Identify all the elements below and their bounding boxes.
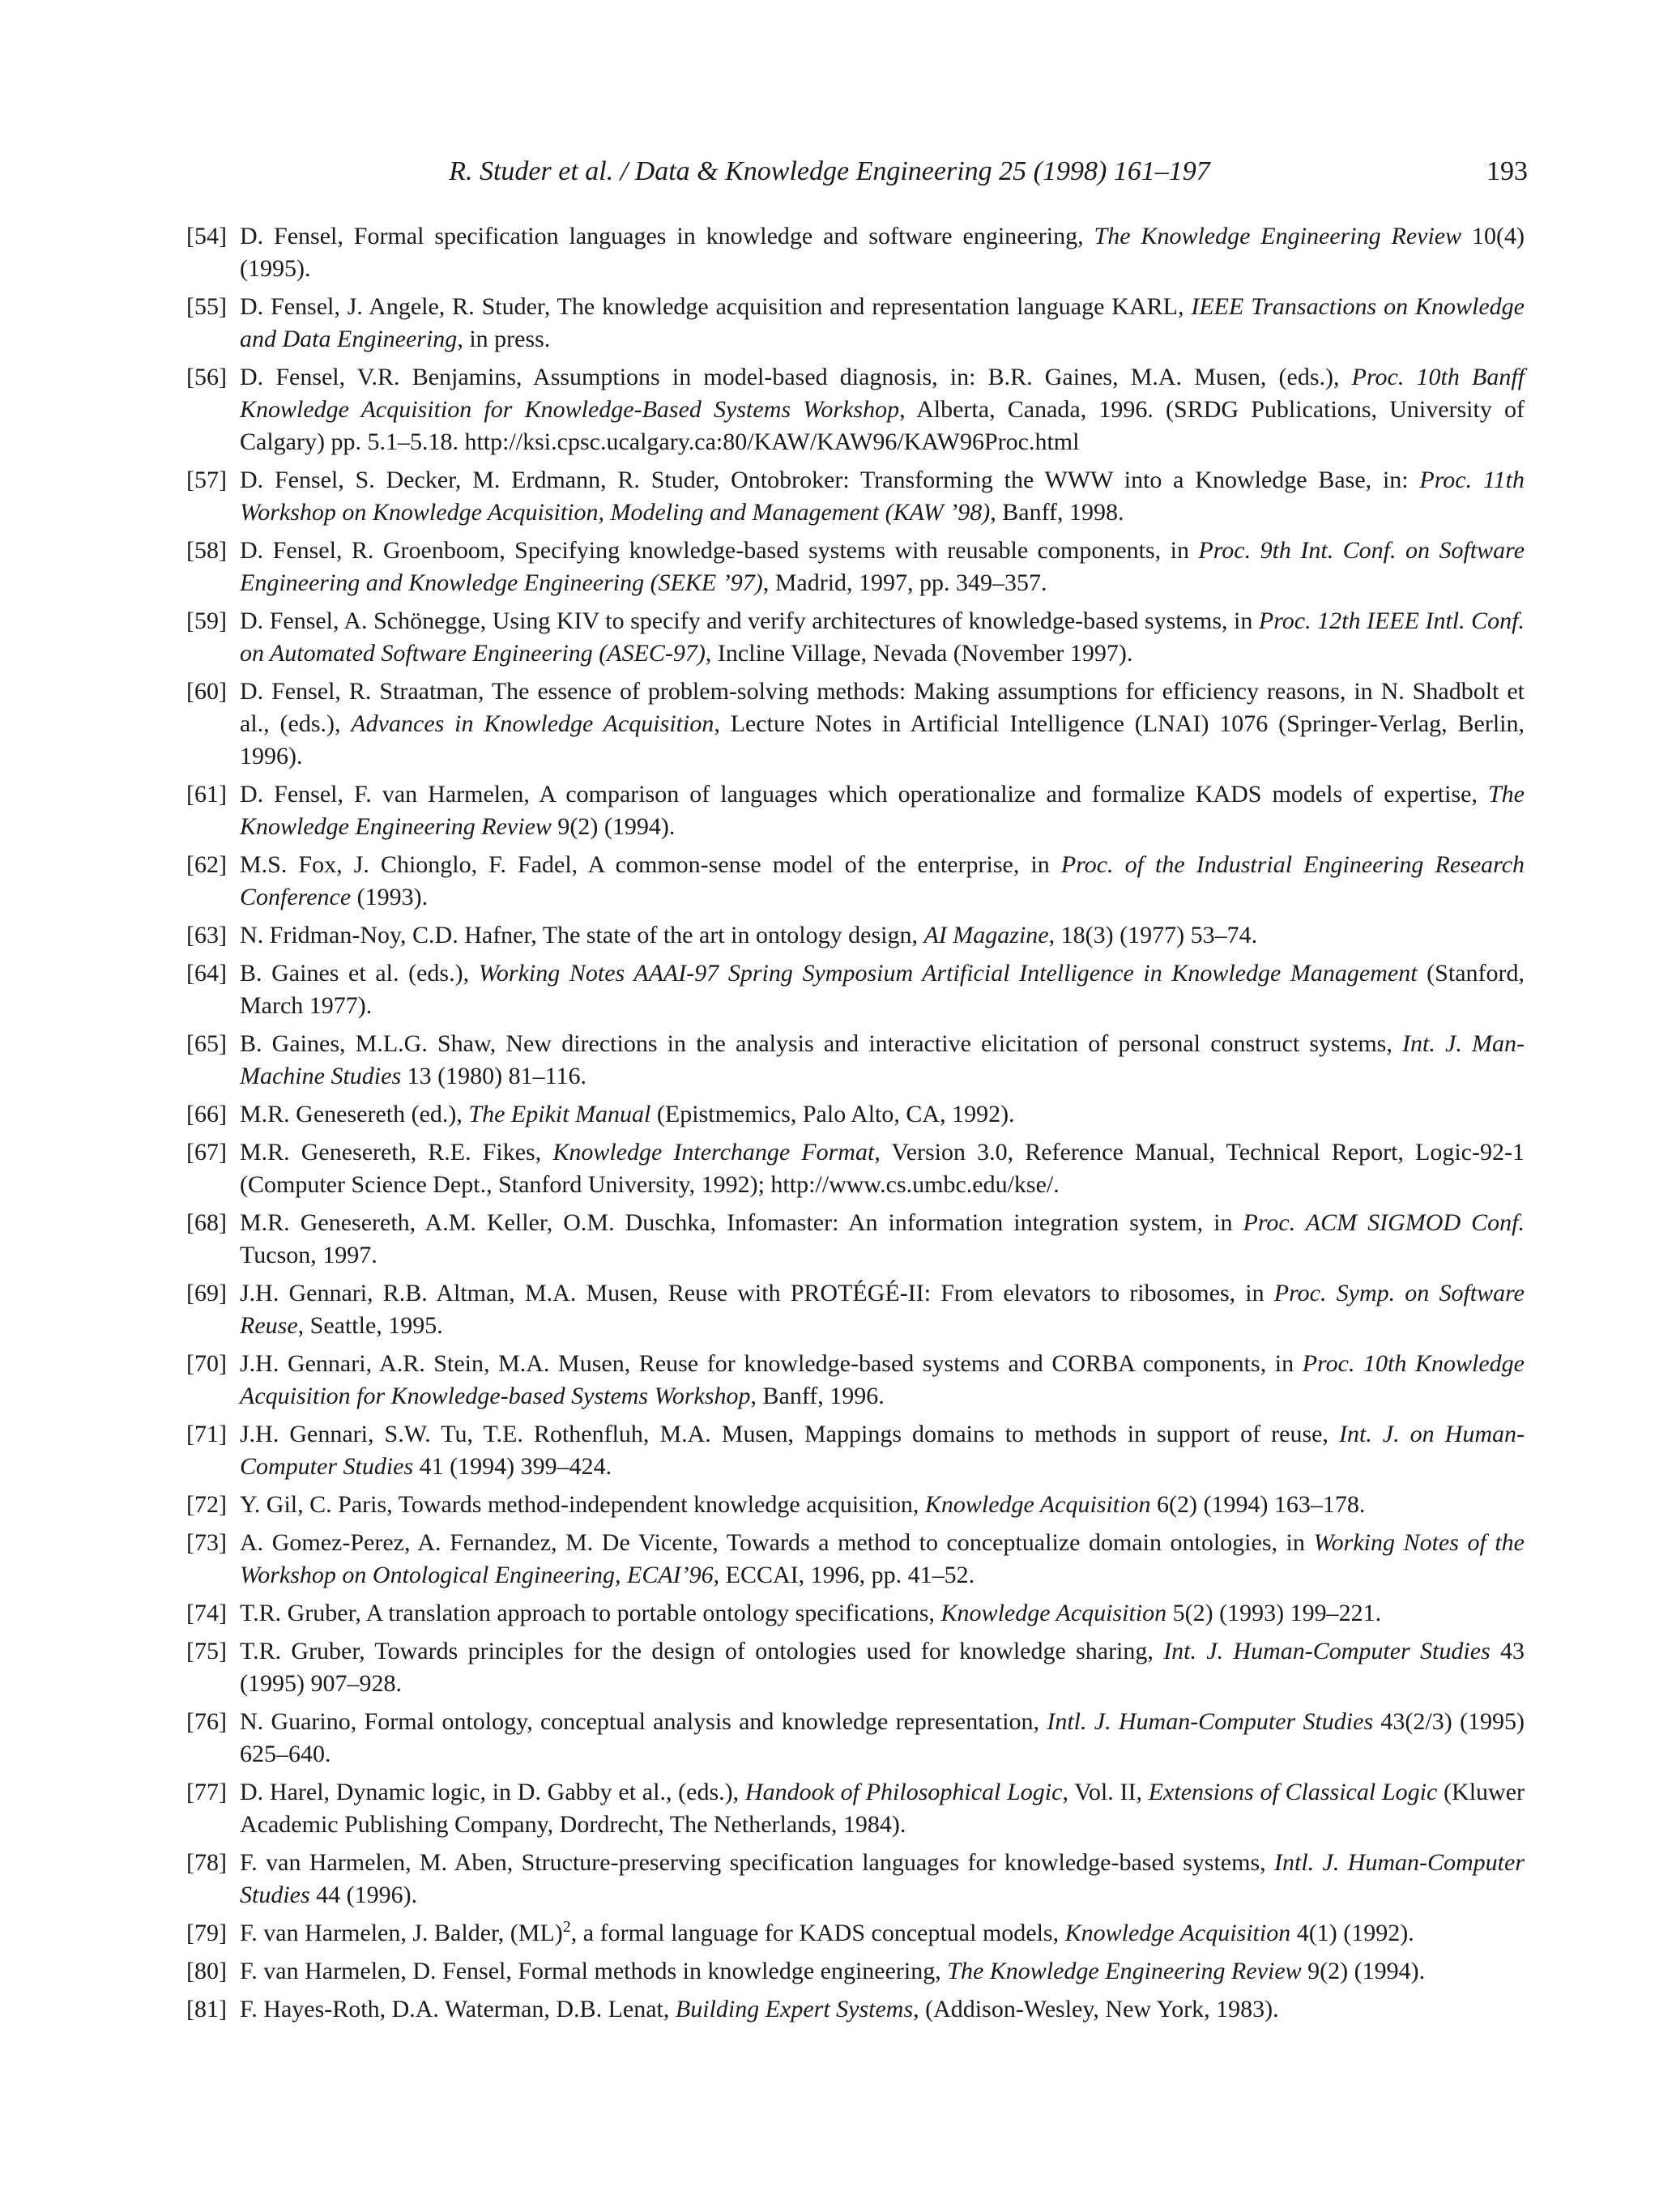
reference-italic-segment: IEEE Transactions on Knowledge and Data Engineering [240,293,1525,352]
reference-segment: , Alberta, Canada, 1996. (SRDG Publications, University of Calgary) pp. 5.1–5.18. http://ksi.cpsc.ucalgary.ca:80/KAW/KAW96/KAW96Proc.html [240,396,1525,455]
reference-text [240,1993,1525,2026]
reference-text [240,464,1525,529]
reference-text [240,849,1525,914]
reference-segment: D. Fensel, F. van Harmelen, A comparison of languages which operationalize and formalize KADS models of expertise, [240,781,1488,808]
reference-number: [60] [186,678,227,705]
reference-italic-segment: Proc. 10th Banff Knowledge Acquisition for Knowledge-Based Systems Workshop [240,364,1525,423]
reference-segment: N. Guarino, Formal ontology, conceptual analysis and knowledge representation, [240,1708,1047,1735]
reference-italic-segment: Proc. 11th Workshop on Knowledge Acquisition, Modeling and Management (KAW ’98) [240,467,1525,526]
reference-segment: D. Fensel, R. Groenboom, Specifying knowledge-based systems with reusable components, in [240,537,1199,564]
reference-segment: , Vol. II, [1062,1779,1149,1805]
reference-text [240,1207,1525,1272]
reference-italic-segment: Proc. ACM SIGMOD Conf. [1243,1209,1525,1236]
reference-item [186,1028,1525,1093]
reference-segment: D. Fensel, S. Decker, M. Erdmann, R. Studer, Ontobroker: Transforming the WWW into a Knowledge Base, in: [240,467,1420,493]
reference-text [240,1098,1525,1131]
reference-text [240,605,1525,670]
reference-number: [61] [186,781,227,808]
reference-item [186,1527,1525,1592]
reference-segment: T.R. Gruber, A translation approach to portable ontology specifications, [240,1600,941,1626]
reference-text [240,1635,1525,1700]
reference-segment: 9(2) (1994). [551,813,676,840]
reference-number: [78] [186,1849,227,1876]
reference-item [186,220,1525,285]
reference-segment: M.R. Genesereth, A.M. Keller, O.M. Duschka, Infomaster: An information integration system, in [240,1209,1243,1236]
reference-italic-segment: Proc. of the Industrial Engineering Research Conference [240,851,1525,910]
reference-italic-segment: The Knowledge Engineering Review [947,1958,1302,1984]
reference-italic-segment: Knowledge Interchange Format [552,1139,875,1166]
reference-segment: F. van Harmelen, D. Fensel, Formal methods in knowledge engineering, [240,1958,948,1984]
reference-text [240,1348,1525,1413]
reference-number: [63] [186,922,227,948]
reference-italic-segment: The Knowledge Engineering Review [1094,223,1462,249]
reference-number: [80] [186,1958,227,1984]
reference-segment: , Incline Village, Nevada (November 1997). [705,640,1133,667]
reference-segment: , Banff, 1996. [750,1383,885,1409]
reference-item [186,1207,1525,1272]
reference-number: [76] [186,1708,227,1735]
reference-segment: (Epistmemics, Palo Alto, CA, 1992). [650,1101,1015,1127]
reference-item [186,361,1525,458]
reference-item [186,1597,1525,1630]
reference-item [186,676,1525,773]
reference-italic-segment: The Knowledge Engineering Review [240,781,1525,840]
reference-text [240,1136,1525,1201]
reference-number: [74] [186,1600,227,1626]
reference-segment: 41 (1994) 399–424. [413,1453,612,1480]
reference-segment: D. Fensel, J. Angele, R. Studer, The knowledge acquisition and representation language KARL, [240,293,1192,320]
reference-segment: (Stanford, March 1977). [240,960,1525,1019]
reference-segment: D. Fensel, R. Straatman, The essence of problem-solving methods: Making assumptions for efficiency reasons, in N. Shadbolt et al., (eds.), [240,678,1525,737]
reference-item [186,464,1525,529]
reference-text [240,1706,1525,1771]
reference-segment: J.H. Gennari, S.W. Tu, T.E. Rothenfluh, M.A. Musen, Mappings domains to methods in support of reuse, [240,1421,1339,1447]
reference-text [240,361,1525,458]
reference-item [186,1635,1525,1700]
reference-item [186,1706,1525,1771]
reference-segment: , Madrid, 1997, pp. 349–357. [762,569,1047,596]
reference-segment: 9(2) (1994). [1301,1958,1426,1984]
reference-italic-segment: Proc. Symp. on Software Reuse [240,1280,1525,1339]
reference-segment: 5(2) (1993) 199–221. [1166,1600,1382,1626]
reference-number: [79] [186,1920,227,1946]
reference-item [186,1489,1525,1521]
reference-italic-segment: Int. J. on Human-Computer Studies [240,1421,1525,1480]
reference-italic-segment: Intl. J. Human-Computer Studies [240,1849,1525,1908]
reference-italic-segment: Knowledge Acquisition [924,1491,1151,1518]
reference-segment: , (Addison-Wesley, New York, 1983). [913,1996,1279,2022]
reference-text [240,1776,1525,1841]
reference-item [186,778,1525,843]
reference-list [186,220,1525,2031]
reference-item [186,291,1525,356]
reference-segment: (1993). [351,884,429,910]
reference-segment: F. Hayes-Roth, D.A. Waterman, D.B. Lenat, [240,1996,676,2022]
reference-item [186,535,1525,599]
reference-segment: T.R. Gruber, Towards principles for the design of ontologies used for knowledge sharing, [240,1638,1164,1664]
reference-number: [70] [186,1350,227,1377]
reference-segment: 10(4) (1995). [240,223,1525,282]
reference-italic-segment: Working Notes of the Workshop on Ontological Engineering, ECAI’96 [240,1529,1525,1588]
reference-item [186,1136,1525,1201]
reference-italic-segment: Knowledge Acquisition [940,1600,1167,1626]
reference-number: [77] [186,1779,227,1805]
reference-item [186,1955,1525,1988]
reference-number: [71] [186,1421,227,1447]
reference-number: [58] [186,537,227,564]
reference-item [186,1776,1525,1841]
reference-segment: M.R. Genesereth (ed.), [240,1101,469,1127]
reference-number: [65] [186,1030,227,1057]
reference-item [186,1847,1525,1912]
reference-segment: B. Gaines, M.L.G. Shaw, New directions in the analysis and interactive elicitation of personal construct systems, [240,1030,1403,1057]
reference-number: [66] [186,1101,227,1127]
reference-segment: J.H. Gennari, R.B. Altman, M.A. Musen, Reuse with PROTÉGÉ-II: From elevators to ribosomes, in [240,1280,1274,1306]
reference-italic-segment: Int. J. Human-Computer Studies [1163,1638,1491,1664]
reference-text [240,676,1525,773]
reference-italic-segment: The Epikit Manual [468,1101,651,1127]
page-header [0,151,1659,193]
reference-number: [62] [186,851,227,878]
reference-italic-segment: Building Expert Systems [675,1996,914,2022]
reference-item [186,849,1525,914]
reference-italic-segment: Proc. 12th IEEE Intl. Conf. on Automated Software Engineering (ASEC-97) [240,607,1525,667]
reference-segment: , Version 3.0, Reference Manual, Technical Report, Logic-92-1 (Computer Science Dept., Stanford University, 1992); http://www.cs.umbc.edu/kse/. [240,1139,1525,1198]
reference-segment: N. Fridman-Noy, C.D. Hafner, The state of the art in ontology design, [240,922,924,948]
running-title: R. Studer et al. / Data & Knowledge Engineering 25 (1998) 161–197 [449,156,1210,186]
reference-number: [67] [186,1139,227,1166]
reference-segment: 13 (1980) 81–116. [401,1063,586,1089]
reference-number: [68] [186,1209,227,1236]
reference-segment: D. Fensel, A. Schönegge, Using KIV to specify and verify architectures of knowledge-based systems, in [240,607,1259,634]
reference-segment: Y. Gil, C. Paris, Towards method-independent knowledge acquisition, [240,1491,925,1518]
reference-segment: D. Harel, Dynamic logic, in D. Gabby et al., (eds.), [240,1779,745,1805]
reference-segment: , a formal language for KADS conceptual models, [570,1920,1065,1946]
reference-text [240,220,1525,285]
reference-item [186,1418,1525,1483]
reference-segment: 44 (1996). [309,1882,418,1908]
reference-number: [54] [186,223,227,249]
reference-segment: M.R. Genesereth, R.E. Fikes, [240,1139,553,1166]
reference-number: [81] [186,1996,227,2022]
reference-text [240,1955,1525,1988]
reference-italic-segment: Working Notes AAAI-97 Spring Symposium Artificial Intelligence in Knowledge Management [478,960,1418,987]
reference-number: [64] [186,960,227,987]
reference-segment: 43 (1995) 907–928. [240,1638,1525,1697]
reference-text [240,1527,1525,1592]
reference-text [240,957,1525,1022]
reference-item [186,957,1525,1022]
reference-segment: J.H. Gennari, A.R. Stein, M.A. Musen, Reuse for knowledge-based systems and CORBA components, in [240,1350,1303,1377]
page-number: 193 [1486,156,1528,186]
reference-number: [56] [186,364,227,390]
reference-italic-segment: Extensions of Classical Logic [1148,1779,1438,1805]
reference-segment: F. van Harmelen, J. Balder, (ML) [240,1920,563,1946]
reference-segment: , ECCAI, 1996, pp. 41–52. [713,1562,975,1588]
reference-item [186,1348,1525,1413]
reference-segment: A. Gomez-Perez, A. Fernandez, M. De Vicente, Towards a method to conceptualize domain ontologies, in [240,1529,1314,1556]
reference-item [186,1098,1525,1131]
reference-text [240,535,1525,599]
reference-segment: , Banff, 1998. [990,499,1124,526]
reference-item [186,605,1525,670]
reference-item [186,1277,1525,1342]
reference-italic-segment: Int. J. Man-Machine Studies [240,1030,1525,1089]
reference-number: [55] [186,293,227,320]
reference-text [240,919,1525,952]
reference-superscript: 2 [562,1918,571,1936]
reference-italic-segment: Advances in Knowledge Acquisition [351,710,714,737]
reference-text [240,778,1525,843]
reference-segment: , Lecture Notes in Artificial Intelligence (LNAI) 1076 (Springer-Verlag, Berlin, 1996). [240,710,1525,769]
reference-italic-segment: Proc. 9th Int. Conf. on Software Engineering and Knowledge Engineering (SEKE ’97) [240,537,1525,596]
reference-number: [69] [186,1280,227,1306]
reference-italic-segment: Proc. 10th Knowledge Acquisition for Knowledge-based Systems Workshop [240,1350,1525,1409]
reference-segment: 6(2) (1994) 163–178. [1150,1491,1366,1518]
reference-item [186,1917,1525,1950]
reference-text [240,1489,1525,1521]
reference-number: [57] [186,467,227,493]
reference-number: [75] [186,1638,227,1664]
reference-text [240,291,1525,356]
reference-number: [72] [186,1491,227,1518]
reference-segment: , 18(3) (1977) 53–74. [1048,922,1258,948]
reference-segment: M.S. Fox, J. Chionglo, F. Fadel, A common-sense model of the enterprise, in [240,851,1061,878]
reference-segment: , in press. [457,326,551,352]
reference-segment: Tucson, 1997. [240,1242,377,1268]
reference-segment: 43(2/3) (1995) 625–640. [240,1708,1525,1767]
reference-segment: D. Fensel, Formal specification languages in knowledge and software engineering, [240,223,1094,249]
reference-text [240,1277,1525,1342]
reference-italic-segment: Knowledge Acquisition [1064,1920,1291,1946]
reference-text [240,1847,1525,1912]
reference-text [240,1028,1525,1093]
reference-text [240,1597,1525,1630]
reference-text [240,1917,1525,1950]
reference-segment: B. Gaines et al. (eds.), [240,960,479,987]
reference-text [240,1418,1525,1483]
reference-number: [73] [186,1529,227,1556]
reference-segment: , Seattle, 1995. [297,1312,443,1339]
reference-italic-segment: Handook of Philosophical Logic [744,1779,1063,1805]
reference-item [186,919,1525,952]
reference-segment: 4(1) (1992). [1290,1920,1414,1946]
reference-segment: D. Fensel, V.R. Benjamins, Assumptions in model-based diagnosis, in: B.R. Gaines, M.A. Musen, (eds.), [240,364,1352,390]
reference-number: [59] [186,607,227,634]
reference-item [186,1993,1525,2026]
reference-italic-segment: AI Magazine [923,922,1049,948]
reference-segment: (Kluwer Academic Publishing Company, Dordrecht, The Netherlands, 1984). [240,1779,1525,1838]
reference-segment: F. van Harmelen, M. Aben, Structure-preserving specification languages for knowledge-based systems, [240,1849,1274,1876]
reference-italic-segment: Intl. J. Human-Computer Studies [1047,1708,1374,1735]
